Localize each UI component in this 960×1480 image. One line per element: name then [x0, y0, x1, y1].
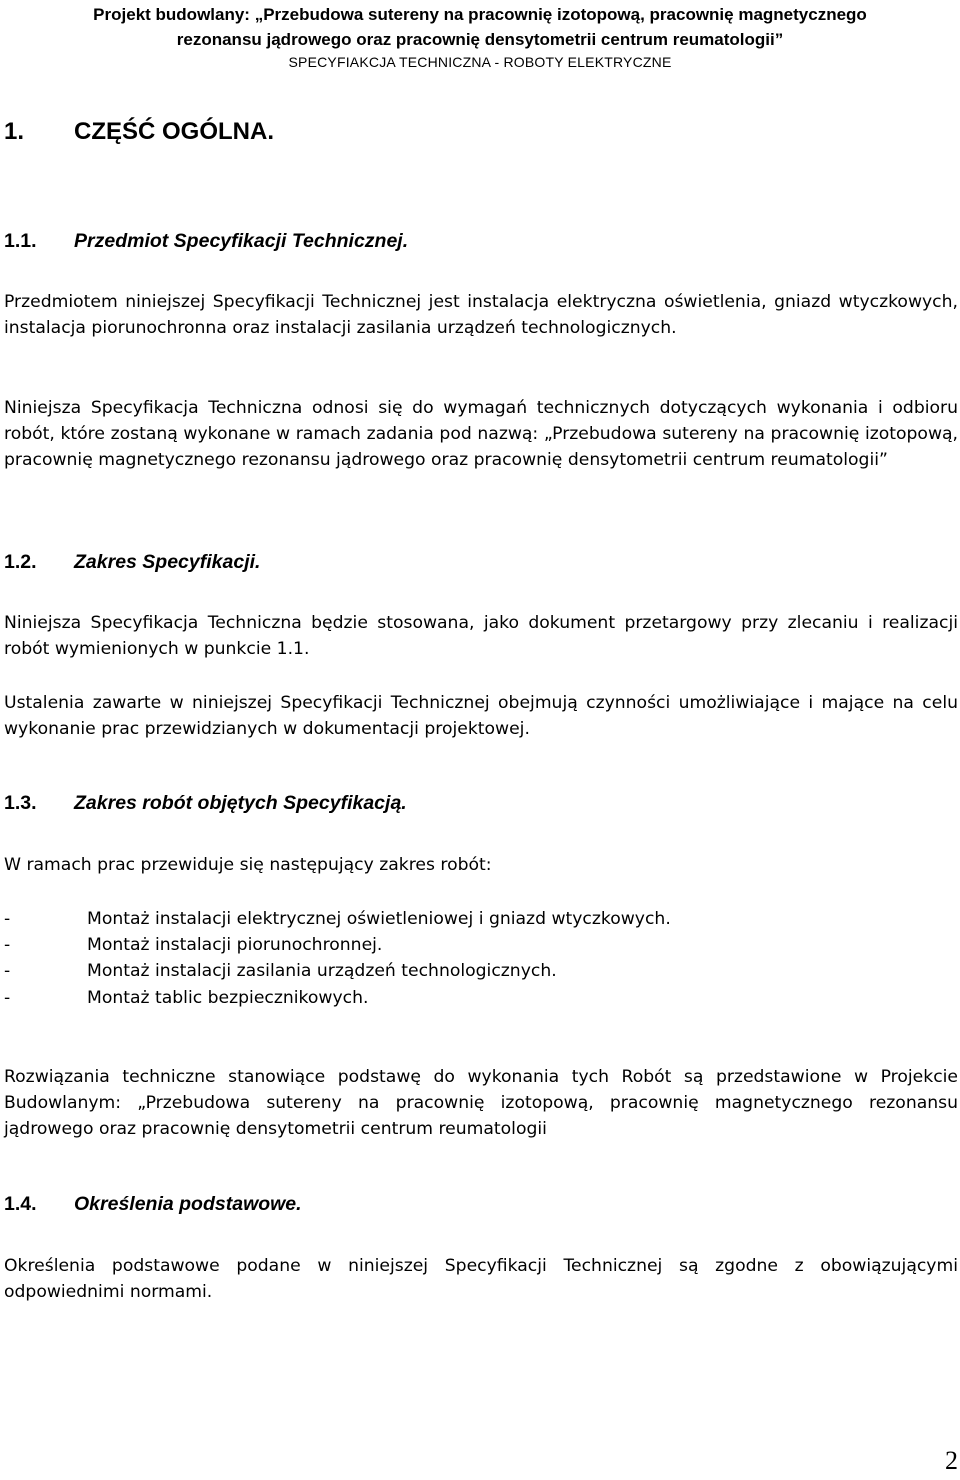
section-1-4-title: Określenia podstawowe. [74, 1193, 302, 1215]
list-item-text: Montaż instalacji piorunochronnej. [87, 935, 383, 956]
works-scope-list [4, 906, 671, 1011]
section-1-heading [4, 118, 274, 146]
page-header [0, 2, 960, 72]
header-project-line-1: Projekt budowlany: „Przebudowa sutereny na pracownię izotopową, pracownię magnetycznego [93, 5, 867, 24]
list-bullet-dash: - [4, 961, 11, 982]
section-1-2-heading [4, 551, 260, 574]
section-1-2-number: 1.2. [4, 551, 37, 573]
section-1-1-number: 1.1. [4, 230, 37, 252]
section-1-3-number: 1.3. [4, 792, 37, 814]
header-project-line-2: rezonansu jądrowego oraz pracownię densytometrii centrum reumatologii” [176, 30, 784, 49]
section-1-3-heading [4, 792, 407, 815]
page-number: 2 [945, 1446, 958, 1475]
list-item [4, 932, 671, 958]
section-1-3-solutions-paragraph: Rozwiązania techniczne stanowiące podstawę do wykonania tych Robót są przedstawione w Projekcie Budowlanym: „Przebudowa sutereny na pracownię izotopową, pracownię magnetycznego rezonansu jądrowego oraz pracownię densytometrii centrum reumatologii [4, 1067, 958, 1140]
list-item-text: Montaż instalacji elektrycznej oświetleniowej i gniazd wtyczkowych. [87, 909, 671, 929]
header-spec-subtitle: SPECYFIAKCJA TECHNICZNA - ROBOTY ELEKTRYCZNE [288, 54, 672, 70]
section-1-1-paragraph-1: Przedmiotem niniejszej Specyfikacji Technicznej jest instalacja elektryczna oświetlenia, gniazd wtyczkowych, instalacja piorunochronna oraz instalacji zasilania urządzeń technologicznych. [4, 292, 958, 339]
list-item [4, 985, 671, 1011]
list-item [4, 906, 671, 932]
list-item-text: Montaż tablic bezpiecznikowych. [87, 987, 369, 1008]
section-1-4-paragraph: Określenia podstawowe podane w niniejszej Specyfikacji Technicznej są zgodne z obowiązującymi odpowiednimi normami. [4, 1256, 958, 1303]
section-1-3-intro: W ramach prac przewiduje się następujący zakres robót: [4, 855, 492, 875]
list-bullet-dash: - [4, 909, 11, 929]
section-1-4-heading [4, 1193, 302, 1216]
list-bullet-dash: - [4, 987, 11, 1008]
section-1-3-title: Zakres robót objętych Specyfikacją. [74, 792, 407, 814]
section-1-4-number: 1.4. [4, 1193, 37, 1215]
section-1-2-paragraph-1: Niniejsza Specyfikacja Techniczna będzie stosowana, jako dokument przetargowy przy zlecaniu i realizacji robót wymienionych w punkcie 1.1. [4, 613, 958, 660]
list-bullet-dash: - [4, 935, 11, 956]
list-item [4, 958, 671, 984]
section-1-1-heading [4, 230, 408, 253]
section-1-1-paragraph-2: Niniejsza Specyfikacja Techniczna odnosi się do wymagań technicznych dotyczących wykonania i odbioru robót, które zostaną wykonane w ramach zadania pod nazwą: „Przebudowa sutereny na pracownię izotopową, pracownię magnetycznego rezonansu jądrowego oraz pracownię densytometrii centrum reumatologii” [4, 398, 958, 471]
list-item-text: Montaż instalacji zasilania urządzeń technologicznych. [87, 961, 557, 982]
section-1-1-title: Przedmiot Specyfikacji Technicznej. [74, 230, 409, 252]
section-1-2-paragraph-2: Ustalenia zawarte w niniejszej Specyfikacji Technicznej obejmują czynności umożliwiające i mające na celu wykonanie prac przewidzianych w dokumentacji projektowej. [4, 693, 958, 740]
section-1-number: 1. [4, 118, 25, 145]
section-1-title: CZĘŚĆ OGÓLNA. [74, 118, 275, 145]
section-1-2-title: Zakres Specyfikacji. [74, 551, 261, 573]
